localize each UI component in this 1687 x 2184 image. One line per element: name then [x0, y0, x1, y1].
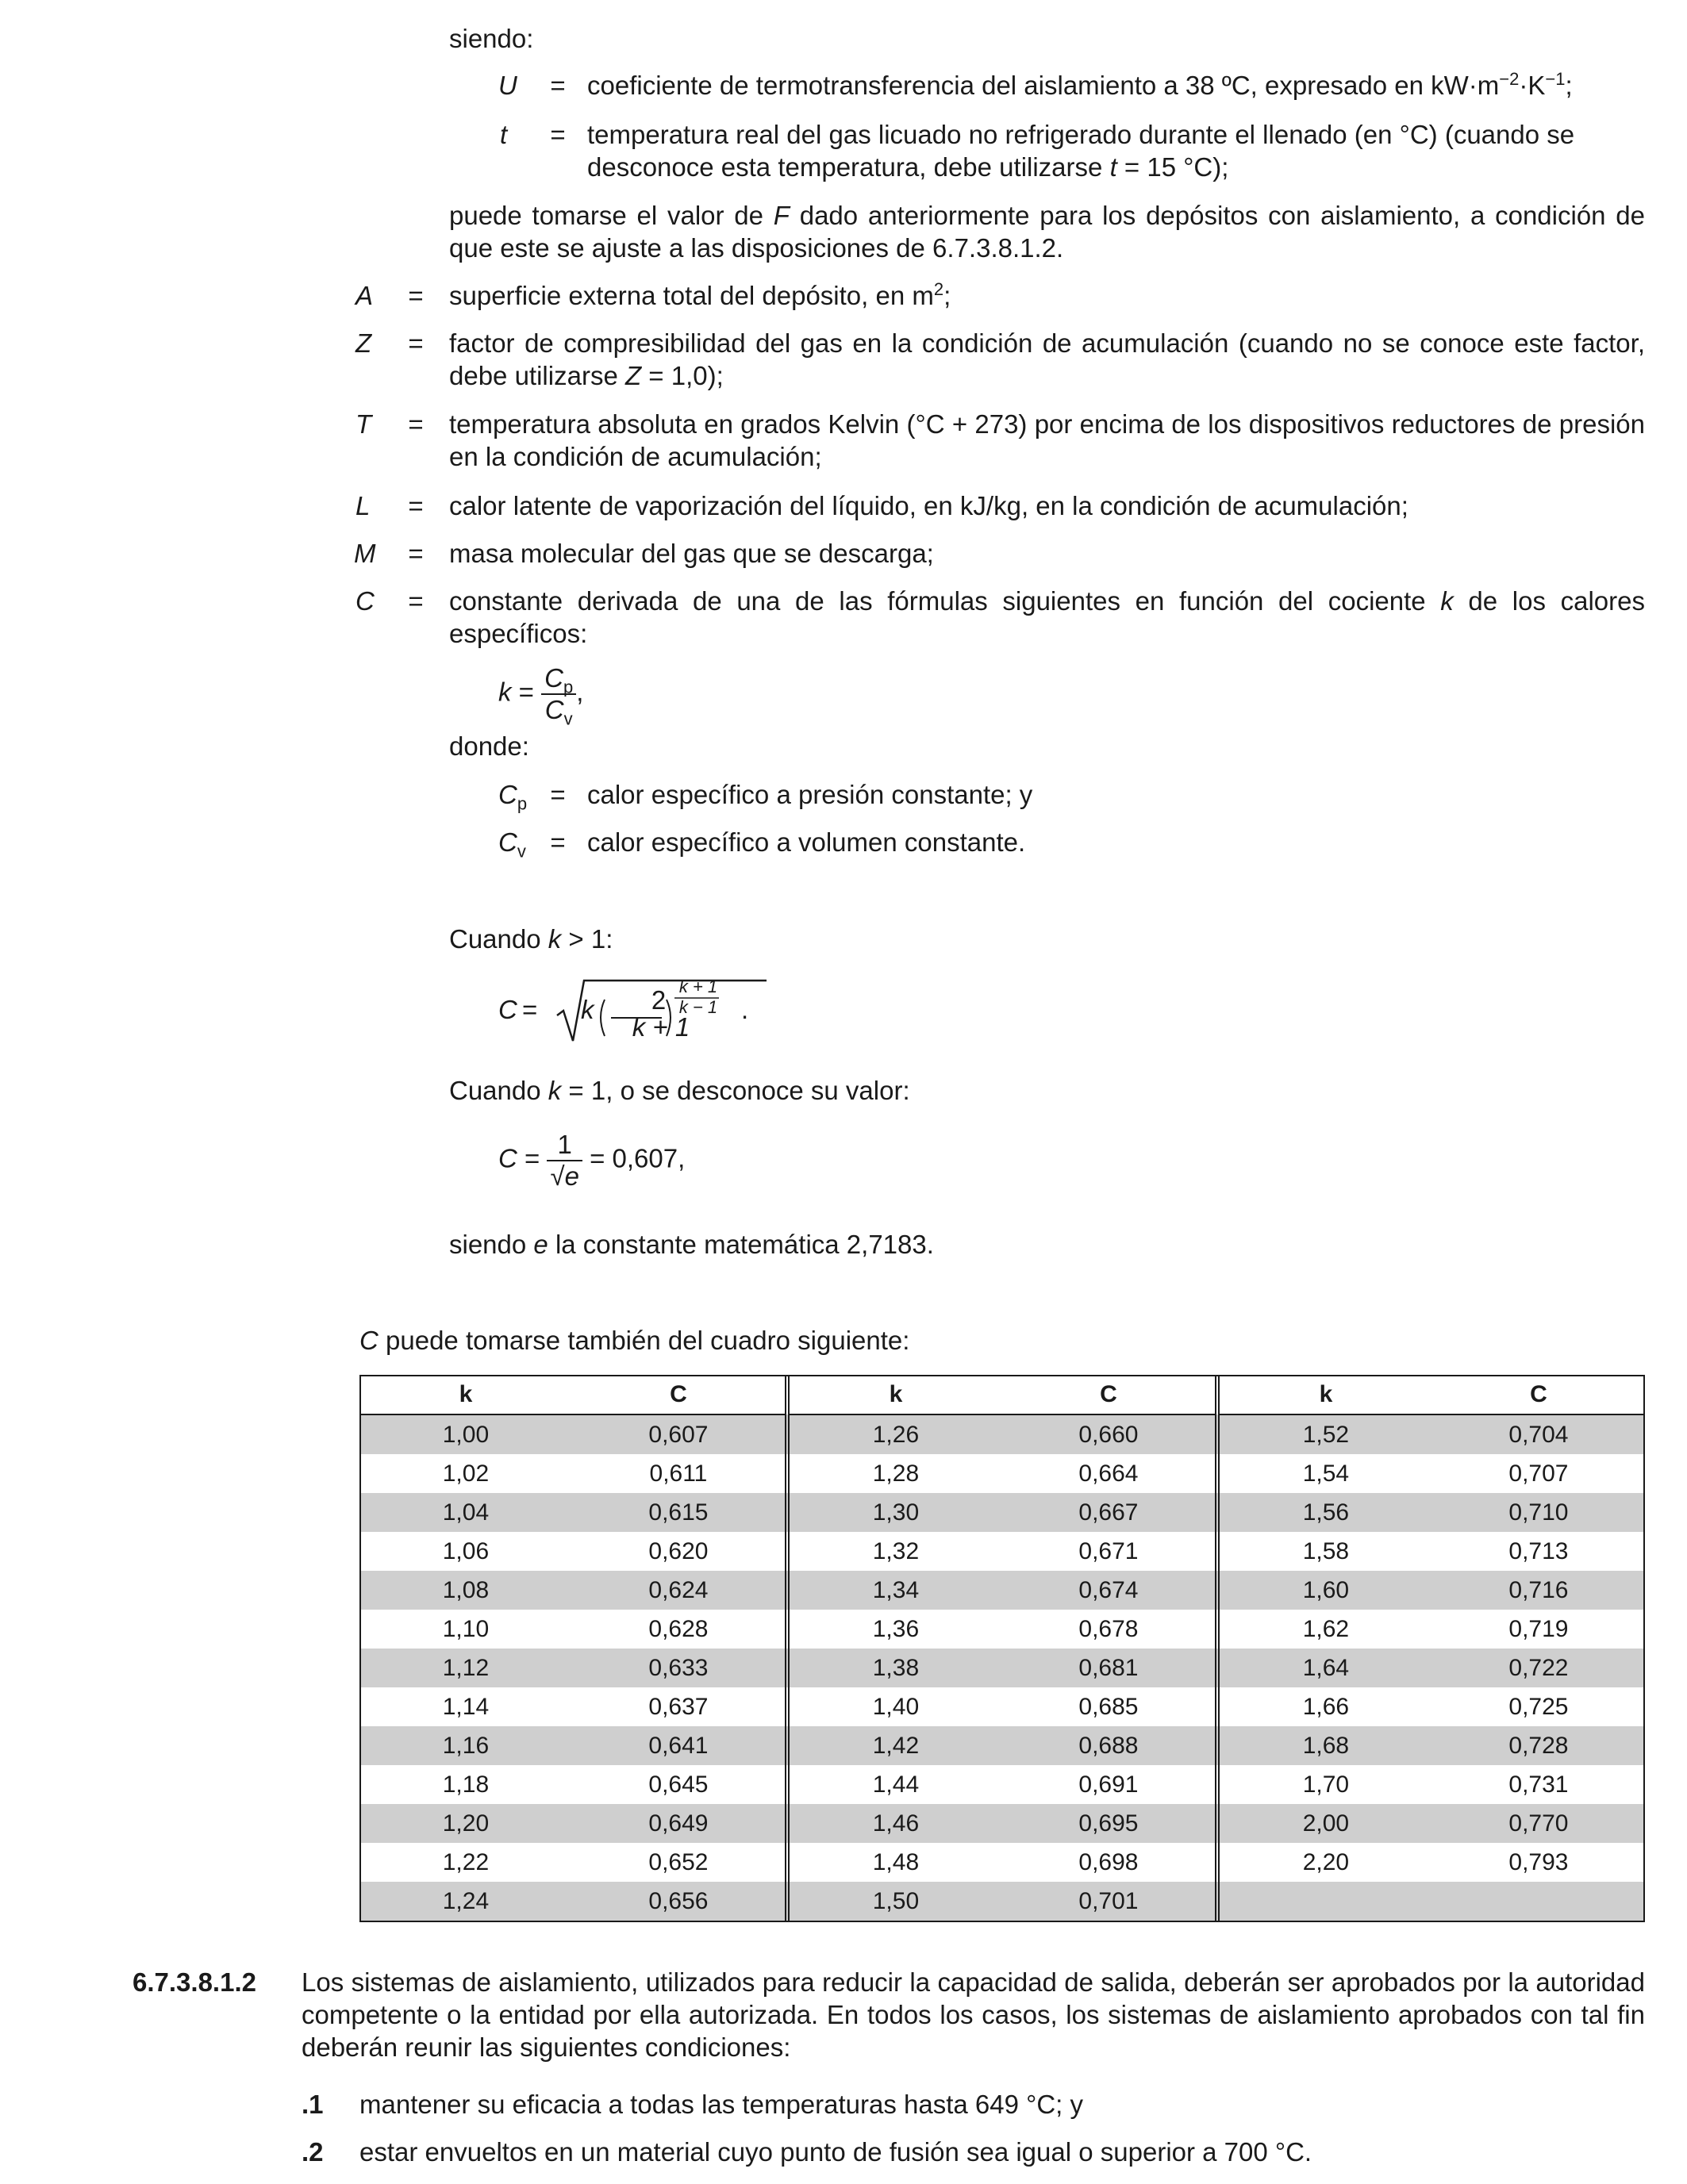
cell-c: 0,649 [572, 1804, 787, 1843]
definition-Cp: calor específico a presión constante; y [587, 780, 1033, 809]
symbol-L: L [355, 491, 371, 520]
cell-k: 1,14 [442, 1694, 490, 1720]
table-row [359, 1454, 1645, 1493]
cell-k: 1,46 [787, 1804, 1002, 1843]
table-row [359, 1414, 1645, 1454]
cell-c [1432, 1882, 1645, 1921]
cell-k: 1,32 [787, 1532, 1002, 1571]
cell-c: 0,704 [1432, 1414, 1645, 1454]
cell-c: 0,637 [648, 1694, 709, 1720]
list-marker: .1 [302, 2090, 324, 2119]
symbol-A: A [355, 281, 374, 310]
cell-c: 0,615 [572, 1493, 787, 1532]
cell-k: 2,20 [1217, 1843, 1432, 1882]
symbol-Z: Z [355, 328, 372, 358]
cell-c: 0,716 [1432, 1571, 1645, 1610]
cell-k: 1,26 [787, 1414, 1002, 1454]
equals-sign: = [550, 780, 566, 809]
cell-c: 0,719 [1508, 1616, 1569, 1642]
cell-k: 1,58 [1217, 1532, 1432, 1571]
table-row [359, 1765, 1645, 1804]
table-row [359, 1493, 1645, 1532]
cell-c: 0,652 [648, 1849, 709, 1875]
section-number: 6.7.3.8.1.2 [133, 1967, 256, 1997]
cell-k: 1,08 [359, 1571, 572, 1610]
list-item: mantener su eficacia a todas las temperaturas hasta 649 °C; y [359, 2090, 1084, 2119]
header-c: C [1432, 1375, 1645, 1414]
section-text: Los sistemas de aislamiento, utilizados para reducir la capacidad de salida, deberán ser aprobados por la autoridad competente o la entidad por ella autorizada. En todos los casos, los sistemas de aislamiento aprobados con tal fin deberán reunir las siguientes condiciones: [302, 1967, 1645, 2062]
cell-k: 1,66 [1217, 1687, 1432, 1726]
cell-k: 1,06 [442, 1538, 490, 1564]
cell-c: 0,620 [648, 1538, 709, 1564]
cell-k: 1,10 [442, 1616, 490, 1642]
cell-c: 0,656 [572, 1882, 787, 1921]
cell-c: 0,701 [1002, 1882, 1217, 1921]
cell-k: 1,50 [787, 1882, 1002, 1921]
cell-c: 0,667 [1002, 1493, 1217, 1532]
definition-M: masa molecular del gas que se descarga; [449, 539, 934, 568]
symbol-C: C [355, 586, 375, 616]
cell-k: 1,62 [1217, 1610, 1432, 1649]
definition-C: constante derivada de una de las fórmulas siguientes en función del cociente k de los calores específicos: [449, 586, 1645, 648]
cell-k: 1,34 [787, 1571, 1002, 1610]
formula-C-special: C = $\frac{1}{√e}$ = 0,607, [498, 1130, 686, 1191]
cell-k: 1,02 [442, 1460, 490, 1487]
header-c: C [572, 1375, 787, 1414]
table-row [359, 1649, 1645, 1687]
cell-c: 0,770 [1432, 1804, 1645, 1843]
symbol-U: U [498, 71, 517, 100]
equals-sign: = [550, 827, 566, 857]
list-marker: .2 [302, 2137, 324, 2167]
equals-sign: = [408, 328, 424, 358]
table-row [359, 1843, 1645, 1882]
equals-sign: = [550, 120, 566, 149]
cell-k: 1,56 [1217, 1493, 1432, 1532]
cell-k [1217, 1882, 1432, 1921]
table-row [359, 1804, 1645, 1843]
table-row [359, 1687, 1645, 1726]
cell-k: 1,36 [787, 1610, 1002, 1649]
equals-sign: = [408, 281, 424, 310]
cell-c: 0,707 [1508, 1460, 1569, 1487]
cell-c: 0,664 [1078, 1460, 1139, 1487]
definition-A: superficie externa total del depósito, en $m^2$; [449, 279, 951, 310]
cell-k: 1,00 [359, 1414, 572, 1454]
cell-k: 1,28 [787, 1454, 1002, 1493]
cell-c: 0,645 [648, 1771, 709, 1798]
definition-Cv: calor específico a volumen constante. [587, 827, 1026, 857]
cell-k: 1,22 [442, 1849, 490, 1875]
equals-sign: = [408, 586, 424, 616]
cell-c: 0,793 [1508, 1849, 1569, 1875]
cell-c: 0,688 [1002, 1726, 1217, 1765]
cell-k: 1,12 [359, 1649, 572, 1687]
cell-c: 0,728 [1432, 1726, 1645, 1765]
cell-k: 1,64 [1217, 1649, 1432, 1687]
table-row [359, 1571, 1645, 1610]
symbol-M: M [354, 539, 376, 568]
cell-k: 1,60 [1217, 1571, 1432, 1610]
c-values-table [359, 1375, 1645, 1921]
header-c: C [1002, 1375, 1217, 1414]
equals-sign: = [408, 409, 424, 439]
cell-c: 0,681 [1002, 1649, 1217, 1687]
cell-c: 0,722 [1432, 1649, 1645, 1687]
cell-c: 0,731 [1508, 1771, 1569, 1798]
cell-c: 0,685 [1078, 1694, 1139, 1720]
cell-c: 0,660 [1002, 1414, 1217, 1454]
definition-U: coeficiente de termotransferencia del aislamiento a 38 ºC, expresado en $kW\cdot m^{-2}\cdot K^{-1}$; [587, 69, 1573, 100]
equals-sign: = [408, 539, 424, 568]
cell-c: 0,628 [648, 1616, 709, 1642]
cell-k: 1,30 [787, 1493, 1002, 1532]
note-F: puede tomarse el valor de F dado anteriormente para los depósitos con aislamiento, a condición de que este se ajuste a las disposiciones de 6.7.3.8.1.2. [449, 201, 1646, 263]
cell-c: 0,607 [572, 1414, 787, 1454]
formula-C-general: C = k 2 k + 1 k + 1 k − 1 . [498, 974, 768, 1046]
table-row [359, 1726, 1645, 1765]
cell-c: 0,710 [1432, 1493, 1645, 1532]
case-k-equals-1: Cuando k = 1, o se desconoce su valor: [449, 1076, 910, 1105]
cell-k: 1,18 [442, 1771, 490, 1798]
header-k: k [359, 1375, 572, 1414]
list-item: estar envueltos en un material cuyo punto de fusión sea igual o superior a 700 °C. [359, 2137, 1312, 2167]
table-row [359, 1532, 1645, 1571]
table-row [359, 1610, 1645, 1649]
cell-k: 1,04 [359, 1493, 572, 1532]
header-k: k [1217, 1375, 1432, 1414]
cell-k: 1,68 [1217, 1726, 1432, 1765]
definition-T: temperatura absoluta en grados Kelvin (°C + 273) por encima de los dispositivos reductores de presión en la condición de acumulación; [449, 409, 1645, 471]
cell-k: 1,20 [359, 1804, 572, 1843]
case-k-greater-1: Cuando k > 1: [449, 924, 613, 954]
header-k: k [787, 1375, 1002, 1414]
cell-c: 0,611 [649, 1460, 708, 1487]
definition-L: calor latente de vaporización del líquido, en kJ/kg, en la condición de acumulación; [449, 491, 1408, 520]
cell-c: 0,691 [1078, 1771, 1139, 1798]
cell-k: 2,00 [1217, 1804, 1432, 1843]
cell-c: 0,671 [1078, 1538, 1139, 1564]
cell-k: 1,54 [1217, 1454, 1432, 1493]
cell-c: 0,695 [1002, 1804, 1217, 1843]
table-caption: C puede tomarse también del cuadro siguiente: [359, 1326, 910, 1355]
donde-text: donde: [449, 731, 529, 761]
cell-c: 0,633 [572, 1649, 787, 1687]
cell-k: 1,48 [787, 1843, 1002, 1882]
cell-k: 1,40 [787, 1687, 1002, 1726]
e-note: siendo e la constante matemática 2,7183. [449, 1230, 934, 1259]
cell-k: 1,38 [787, 1649, 1002, 1687]
cell-c: 0,674 [1002, 1571, 1217, 1610]
cell-c: 0,641 [572, 1726, 787, 1765]
cell-k: 1,16 [359, 1726, 572, 1765]
cell-c: 0,713 [1508, 1538, 1569, 1564]
cell-k: 1,42 [787, 1726, 1002, 1765]
cell-k: 1,44 [787, 1765, 1002, 1804]
symbol-T: T [355, 409, 372, 439]
symbol-t: t [500, 120, 508, 149]
definition-t: temperatura real del gas licuado no refrigerado durante el llenado (en °C) (cuando se desconoce esta temperatura, debe utilizarse t = 15 °C); [587, 120, 1575, 182]
equals-sign: = [408, 491, 424, 520]
symbol-Cp: $C_p$ [498, 780, 528, 814]
cell-c: 0,698 [1078, 1849, 1139, 1875]
cell-c: 0,725 [1508, 1694, 1569, 1720]
intro-text: siendo: [449, 24, 534, 53]
k-formula: k = $\frac{C_p}{C_v}$ , [498, 663, 584, 729]
table-row [359, 1882, 1645, 1921]
cell-k: 1,52 [1217, 1414, 1432, 1454]
equals-sign: = [550, 71, 566, 100]
cell-c: 0,678 [1078, 1616, 1139, 1642]
cell-c: 0,624 [572, 1571, 787, 1610]
table-header-row [359, 1375, 1645, 1414]
definition-Z: factor de compresibilidad del gas en la condición de acumulación (cuando no se conoce este factor, debe utilizarse Z = 1,0); [449, 328, 1645, 390]
symbol-Cv: $C_v$ [498, 827, 526, 862]
cell-k: 1,24 [359, 1882, 572, 1921]
cell-k: 1,70 [1217, 1765, 1432, 1804]
